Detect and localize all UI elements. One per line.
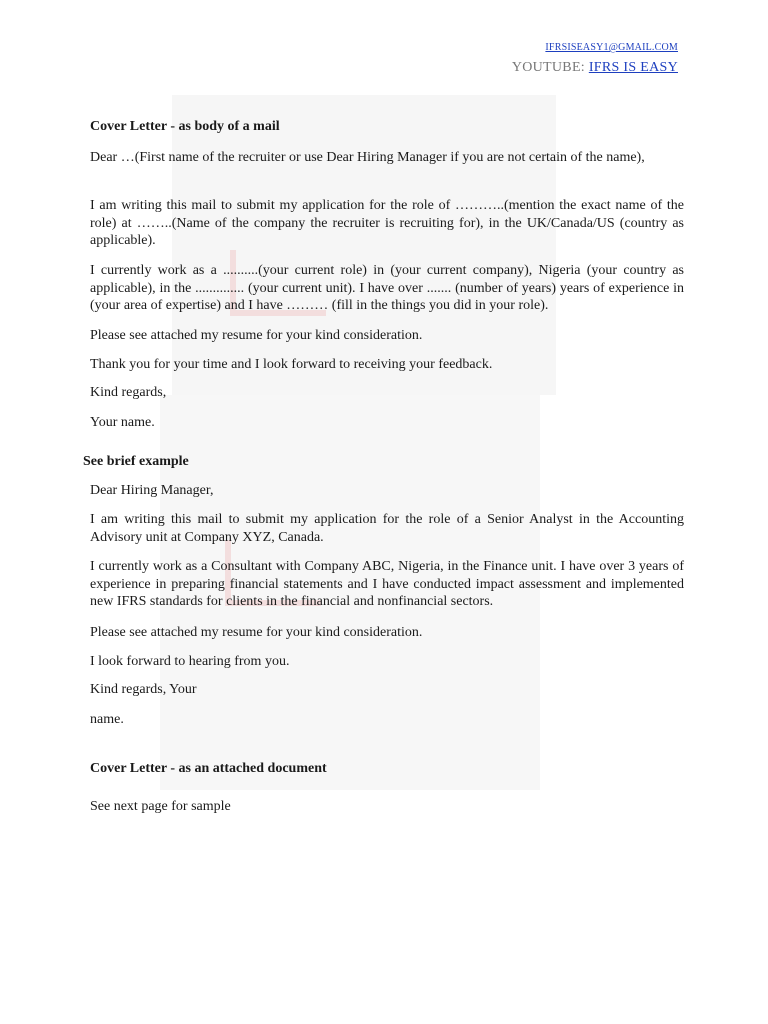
template-paragraph-4: Thank you for your time and I look forward to receiving your feedback. [90,357,493,372]
template-paragraph-2: I currently work as a ..........(your current role) in (your current company), Nigeria (your country as applicable), in the .............. (your current unit). I have over ....... (number of years) years of experience in (your area of expertise) and I have ……… (fill in the things you did in your role). [90,263,684,313]
template-greeting: Dear …(First name of the recruiter or use Dear Hiring Manager if you are not certain of the name), [90,150,645,165]
template-signature: Your name. [90,415,155,430]
section-heading-example: See brief example [83,454,189,469]
youtube-channel-link[interactable]: IFRS IS EASY [588,60,678,75]
template-paragraph-3: Please see attached my resume for your kind consideration. [90,328,423,343]
template-closing: Kind regards, [90,385,167,400]
example-paragraph-1: I am writing this mail to submit my application for the role of a Senior Analyst in the Accounting Advisory unit at Company XYZ, Canada. [90,512,684,545]
next-page-note: See next page for sample [90,799,231,814]
contact-email-link[interactable]: IFRSISEASY1@GMAIL.COM [545,42,678,53]
example-paragraph-3: Please see attached my resume for your kind consideration. [90,625,423,640]
section-heading-mail-body: Cover Letter - as body of a mail [90,119,280,134]
example-paragraph-2: I currently work as a Consultant with Company ABC, Nigeria, in the Finance unit. I have over 3 years of experience in preparing financial statements and I have conducted impact assessment and implemented new IFRS standards for clients in the financial and nonfinancial sectors. [90,559,684,609]
template-paragraph-1: I am writing this mail to submit my application for the role of ………..(mention the exact name of the role) at ……..(Name of the company the recruiter is recruiting for), in the UK/Canada/US (country as applicable). [90,198,684,248]
example-closing: Kind regards, Your [90,682,197,697]
example-paragraph-4: I look forward to hearing from you. [90,654,290,669]
youtube-line [512,60,678,76]
section-heading-attached-document: Cover Letter - as an attached document [90,761,327,776]
example-signature: name. [90,712,124,727]
example-greeting: Dear Hiring Manager, [90,483,214,498]
youtube-label: YOUTUBE: [511,60,585,75]
